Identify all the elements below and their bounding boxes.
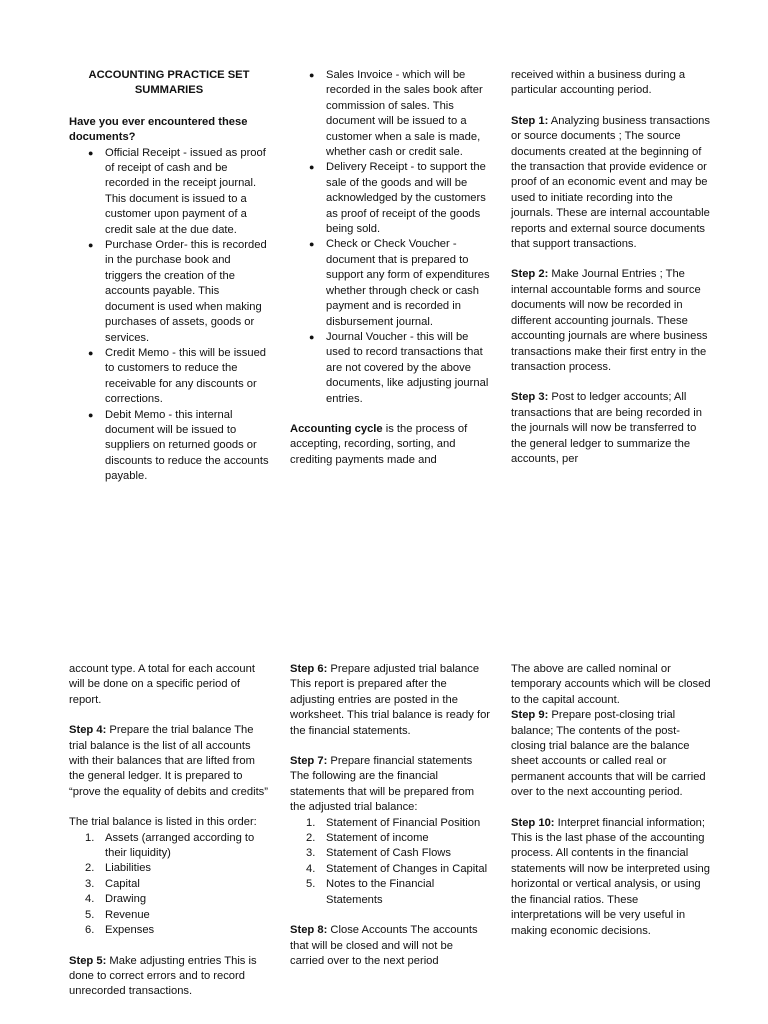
list-item: ● Check or Check Voucher - document that is prepared to support any form of expenditures whether through check or cash payment and is recorded in disbursement journal.: [326, 237, 490, 329]
step-text: Post to ledger accounts; All transactions that are being recorded in the journals will now be transferred to the general ledger to summarize the accounts, per: [511, 391, 702, 465]
step-label: Step 4:: [69, 724, 107, 737]
documents-list-2: [290, 68, 490, 407]
list-item: 2. Liabilities: [85, 862, 152, 875]
step-text: Prepare adjusted trial balance This report is prepared after the adjusting entries are posted in the worksheet. This trial balance is ready for the financial statements.: [290, 663, 491, 737]
step-text: Close Accounts The accounts that will be closed and will not be carried over to the next period: [290, 924, 478, 967]
column-1-top: [69, 68, 269, 485]
list-item: 2. Statement of income: [306, 832, 429, 845]
trial-balance-order-list: [69, 831, 269, 939]
step-text: Prepare the trial balance The trial balance is the list of all accounts with their balances that are lifted from the general ledger. It is prepared to “prove the equality of debits and credits”: [69, 724, 268, 798]
step-5: [69, 954, 269, 1000]
list-item: ● Debit Memo - this internal document will be issued to suppliers on returned goods or discounts to reduce the accounts payable.: [105, 408, 269, 485]
step-text: Make Journal Entries ; The internal accountable forms and source documents will now be recorded in different accounting journals. These accounting journals are where business transactions make their first entry in the transaction process.: [511, 268, 708, 373]
step-text: Prepare financial statements The following are the financial statements that will be prepared from the adjusted trial balance:: [290, 755, 475, 814]
list-item: 5. Notes to the Financial Statements: [306, 878, 435, 906]
list-item: 3. Capital: [85, 877, 140, 890]
list-item: ● Credit Memo - this will be issued to customers to reduce the receivable for any discounts or corrections.: [105, 346, 269, 408]
list-item: 3. Statement of Cash Flows: [306, 847, 451, 860]
list-item: 1. Assets (arranged according to their liquidity): [85, 831, 255, 860]
step-4: [69, 723, 269, 800]
step-1: [511, 114, 711, 253]
list-item: 1. Statement of Financial Position: [306, 816, 481, 829]
column-2-top: [290, 68, 490, 468]
document-title: ACCOUNTING PRACTICE SET SUMMARIES: [88, 69, 250, 97]
list-item: 4. Statement of Changes in Capital: [306, 862, 488, 875]
ledger-continuation: account type. A total for each account will be done on a specific period of report.: [69, 663, 255, 706]
step-label: Step 7:: [290, 755, 328, 768]
list-item: ● Sales Invoice - which will be recorded in the sales book after commission of sales. This document will be issued to a customer when a sale is made, whether cash or credit sale.: [326, 68, 490, 160]
step-8: [290, 923, 490, 969]
step-label: Step 5:: [69, 954, 107, 967]
step-3: [511, 390, 711, 467]
column-3-bottom: [511, 662, 711, 939]
list-item: 5. Revenue: [85, 908, 150, 921]
list-item: ● Delivery Receipt - to support the sale of the goods and will be acknowledged by the customers as proof of receipt of the goods being sold.: [326, 160, 490, 237]
step-6: [290, 662, 490, 739]
cycle-continuation: received within a business during a particular accounting period.: [511, 69, 686, 97]
step-label: Step 1:: [511, 114, 549, 127]
financial-statements-list: [290, 816, 490, 908]
documents-question: Have you ever encountered these documents?: [69, 115, 248, 144]
list-item: ● Journal Voucher - this will be used to record transactions that are not covered by the above documents, like adjusting journal entries.: [326, 330, 490, 407]
trial-balance-order-text: The trial balance is listed in this order:: [69, 816, 257, 829]
list-item: 4. Drawing: [85, 893, 147, 906]
step-label: Step 10:: [511, 816, 555, 829]
column-3-top: [511, 68, 711, 467]
list-item: ● Official Receipt - issued as proof of receipt of cash and be recorded in the receipt journal. This document is issued to a customer upon payment of a credit sale at the due date.: [105, 146, 269, 238]
list-item: ● Purchase Order- this is recorded in the purchase book and triggers the creation of the accounts payable. This document is used when making purchases of assets, goods or services.: [105, 238, 269, 346]
list-item: 6. Expenses: [85, 924, 155, 937]
step-label: Step 2:: [511, 268, 549, 281]
step-text: Prepare post-closing trial balance; The contents of the post-closing trial balance are the balance sheet accounts or called real or permanent accounts that will be carried over to the next accounting period.: [511, 709, 706, 799]
accounting-cycle-term: Accounting cycle: [290, 422, 383, 435]
accounting-cycle-paragraph: [290, 422, 490, 468]
step-9: [511, 708, 711, 800]
step-10: [511, 816, 711, 939]
column-1-bottom: [69, 662, 269, 1000]
step-text: Analyzing business transactions or source documents ; The source documents created at the beginning of the transaction that provide evidence or proof of an economic event and may be used to initiate recording into the journals. These are internal accountable reports and external source documents that support transactions.: [511, 114, 711, 251]
accounting-cycle-text: is the process of accepting, recording, sorting, and crediting payments made and: [290, 422, 468, 466]
nominal-accounts-text: The above are called nominal or temporary accounts which will be closed to the capital account.: [511, 663, 711, 706]
step-label: Step 3:: [511, 391, 549, 404]
step-label: Step 6:: [290, 663, 328, 675]
step-text: Interpret financial information; This is the last phase of the accounting process. All contents in the financial statements will now be interpreted using horizontal or vertical analysis, or using the financial ratios. These interpretations will be very useful in making economic decisions.: [511, 816, 710, 937]
step-label: Step 9:: [511, 709, 549, 722]
column-2-bottom: [290, 662, 490, 969]
step-text: Make adjusting entries This is done to correct errors and to record unrecorded transactions.: [69, 954, 257, 998]
step-2: [511, 267, 711, 375]
step-7: [290, 754, 490, 816]
documents-list-1: [69, 146, 269, 485]
step-label: Step 8:: [290, 924, 328, 937]
